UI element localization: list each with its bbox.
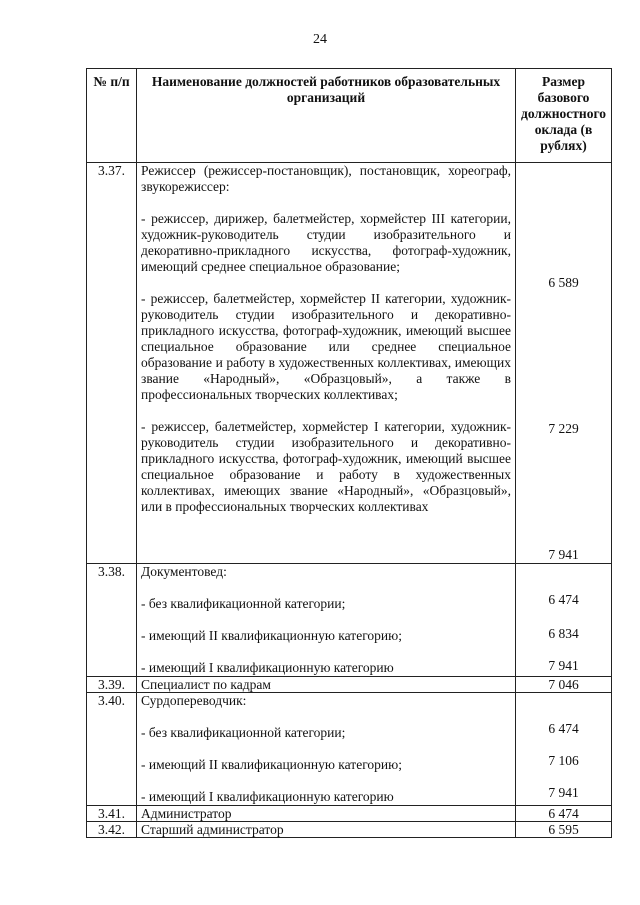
table-header-row (87, 69, 612, 163)
salary-value: 6 474 (548, 592, 579, 607)
row-number: 3.40. (87, 693, 137, 806)
salary-value: 7 941 (548, 547, 579, 562)
salary-value: 7 941 (548, 785, 579, 800)
position-title: Специалист по кадрам (137, 677, 516, 693)
table-row (87, 822, 612, 838)
position-subitem: - без квалификационной категории; (141, 725, 346, 740)
position-subitem: - имеющий II квалификационную категорию; (141, 757, 402, 772)
position-title: Сурдопереводчик: (141, 693, 247, 708)
salary-value: 7 106 (548, 753, 579, 768)
position-title: Режиссер (режиссер-постановщик), постановщик, хореограф, звукорежиссер: (141, 163, 511, 194)
salary-value: 7 941 (548, 658, 579, 673)
table-row (87, 693, 612, 806)
table-row (87, 564, 612, 677)
salary-value: 6 474 (548, 721, 579, 736)
header-num: № п/п (87, 69, 137, 163)
header-salary: Размер базового должностного оклада (в рублях) (516, 69, 612, 163)
position-subitem: - имеющий II квалификационную категорию; (141, 628, 402, 643)
salary-value: 6 595 (516, 822, 612, 838)
position-subitem: - имеющий I квалификационную категорию (141, 660, 394, 675)
salary-value: 7 229 (548, 421, 579, 436)
salary-value: 6 589 (548, 275, 579, 290)
table-row (87, 163, 612, 564)
salary-value: 7 046 (516, 677, 612, 693)
position-title: Документовед: (141, 564, 227, 579)
salary-value: 6 474 (516, 806, 612, 822)
position-subitem: - имеющий I квалификационную категорию (141, 789, 394, 804)
salary-cell (516, 693, 612, 806)
position-subitem: - без квалификационной категории; (141, 596, 346, 611)
salary-cell (516, 564, 612, 677)
row-number: 3.39. (87, 677, 137, 693)
row-number: 3.42. (87, 822, 137, 838)
row-number: 3.38. (87, 564, 137, 677)
row-number: 3.37. (87, 163, 137, 564)
position-cell (137, 564, 516, 677)
page-number: 24 (313, 32, 327, 47)
salary-value: 6 834 (548, 626, 579, 641)
position-subitem: - режиссер, балетмейстер, хормейстер I категории, художник-руководитель студии изобразительного и декоративно-прикладного искусства, фотограф-художник, имеющий высшее специальное образование и работу в художественных коллективах, имеющих звание «Народный», «Образцовый», или в профессиональных творческих коллективах (141, 419, 511, 514)
position-cell (137, 693, 516, 806)
position-cell (137, 163, 516, 564)
salary-cell (516, 163, 612, 564)
salary-table (86, 68, 612, 838)
row-number: 3.41. (87, 806, 137, 822)
position-subitem: - режиссер, дирижер, балетмейстер, хормейстер III категории, художник-руководитель студии изобразительного и декоративно-прикладного искусства, фотограф-художник, имеющий среднее специальное образование; (141, 211, 511, 274)
table-row (87, 677, 612, 693)
position-title: Администратор (137, 806, 516, 822)
position-subitem: - режиссер, балетмейстер, хормейстер II категории, художник-руководитель студии изобразительного и декоративно-прикладного искусства, фотограф-художник, имеющий высшее специальное образование или среднее специальное образование и работу в художественных коллективах, имеющих звание «Народный», «Образцовый», а также в профессиональных творческих коллективах; (141, 291, 511, 402)
table-row (87, 806, 612, 822)
header-position-name: Наименование должностей работников образовательных организаций (137, 69, 516, 163)
position-title: Старший администратор (137, 822, 516, 838)
